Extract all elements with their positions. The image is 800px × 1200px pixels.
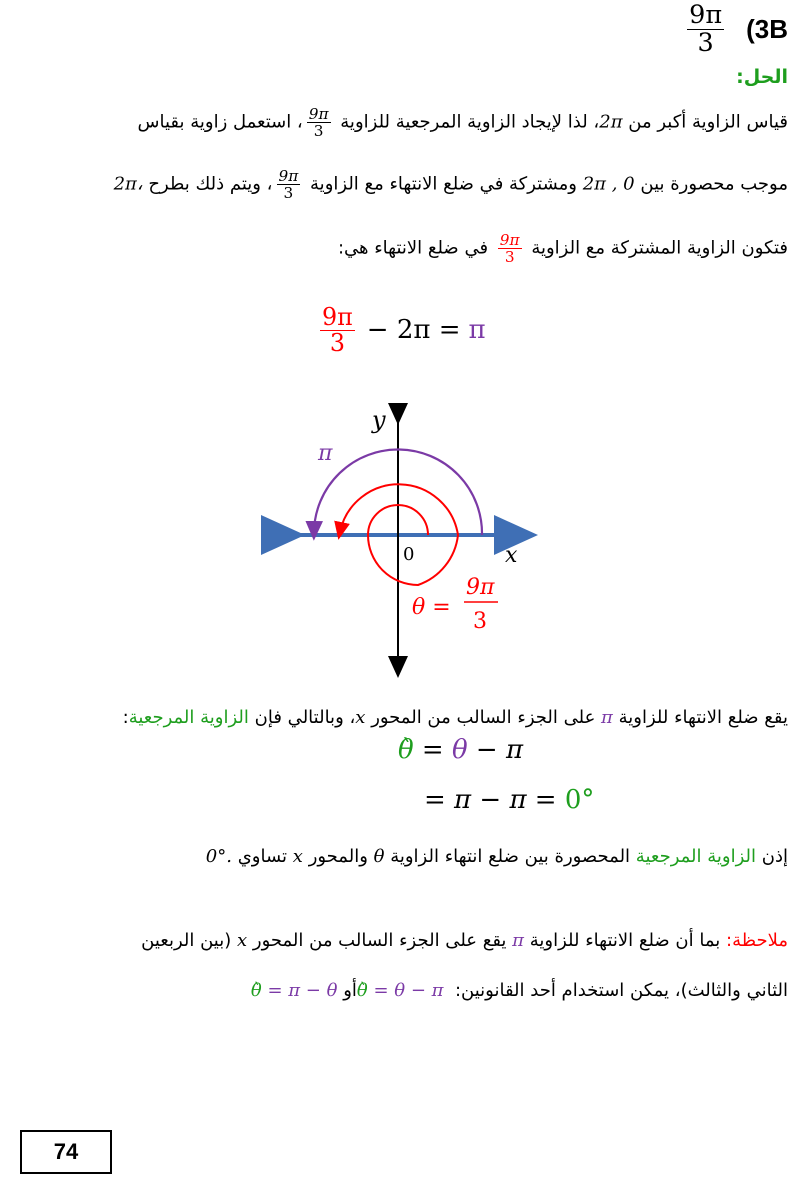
theta-label: θ = — [412, 595, 451, 620]
para1-line1: قياس الزاوية أكبر من 2π، لذا لإيجاد الزاوية المرجعية للزاوية $\frac{9\pi}{3}$ ، استعمل زاوية بقياس — [137, 105, 788, 141]
page-number: 74 — [20, 1130, 112, 1174]
para3: إذن الزاوية المرجعية المحصورة بين ضلع انتهاء الزاوية θ والمحور x تساوي 0°. — [205, 846, 788, 867]
y-axis-label: y — [372, 406, 386, 434]
para1-line3: فتكون الزاوية المشتركة مع الزاوية $\frac{9\pi}{3}$ في ضلع الانتهاء هي: — [337, 231, 788, 267]
pi-label: π — [318, 441, 333, 466]
equation-subtract: $\frac{9\pi}{3}$ − 2π = π — [322, 303, 486, 357]
angle-diagram — [260, 400, 540, 680]
para2: يقع ضلع الانتهاء للزاوية π على الجزء السالب من المحور x، وبالتالي فإن الزاوية المرجعية: — [122, 707, 788, 728]
x-axis-label: x — [505, 543, 518, 568]
problem-fraction: $\frac{9\pi}{3}$ — [689, 0, 723, 58]
origin-label: 0 — [403, 544, 415, 565]
problem-header — [683, 2, 788, 57]
equation-reference-1: θ̀ = θ − π — [398, 735, 524, 765]
para1-fraction: $\frac{9\pi}{3}$ — [308, 105, 329, 141]
theta-frac-den: 3 — [473, 609, 487, 634]
solution-label: الحل: — [736, 66, 788, 88]
note-line1: ملاحظة: بما أن ضلع الانتهاء للزاوية π يقع على الجزء السالب من المحور x (بين الربعين — [141, 930, 788, 951]
note-line2: الثاني والثالث)، يمكن استخدام أحد القانونين: θ̀ = θ − π أو θ̀ = π − θ — [250, 980, 788, 1001]
problem-label: (3B — [746, 13, 788, 44]
theta-frac-num: 9π — [466, 575, 495, 600]
equation-reference-2: = π − π = 0° — [424, 785, 595, 815]
para1-line2: موجب محصورة بين 2π , 0 ومشتركة في ضلع الانتهاء مع الزاوية $\frac{9\pi}{3}$ ، ويتم ذلك بطرح 2π، — [113, 167, 788, 203]
